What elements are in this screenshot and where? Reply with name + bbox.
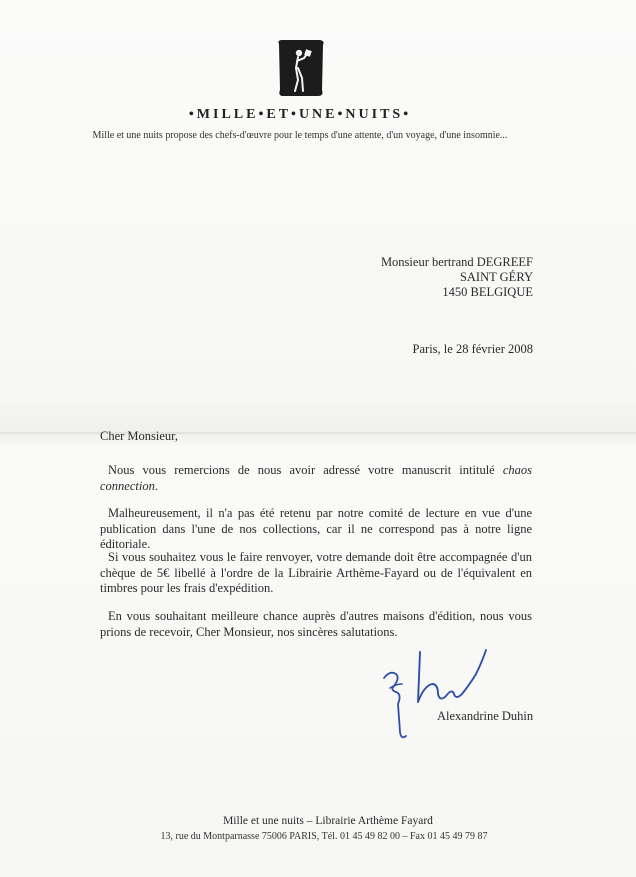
footer-address: 13, rue du Montparnasse 75006 PARIS, Tél. 01 45 49 82 00 – Fax 01 45 49 79 87 xyxy=(160,831,488,842)
paragraph-thanks-end: . xyxy=(154,478,158,493)
paper-fold-line xyxy=(0,432,636,434)
recipient-city: SAINT GÉRY xyxy=(459,270,533,284)
paragraph-thanks-text: Nous vous remercions de nous avoir adressé votre manuscrit intitulé xyxy=(108,463,503,477)
recipient-name: Monsieur bertrand DEGREEF xyxy=(380,255,533,269)
paragraph-closing: En vous souhaitant meilleure chance auprès d'autres maisons d'édition, nous vous prions de recevoir, Cher Monsieur, nos sincères salutations. xyxy=(100,609,532,639)
paragraph-return-conditions: Si vous souhaitez vous le faire renvoyer, votre demande doit être accompagnée d'un chèque de 5€ libellé à l'ordre de la Librairie Arthème-Fayard ou de l'équivalent en timbres pour les frais d'expédition. xyxy=(100,550,532,595)
signer-name: Alexandrine Duhin xyxy=(437,709,534,723)
recipient-postal: 1450 BELGIQUE xyxy=(442,285,533,299)
publisher-brand: •MILLE•ET•UNE•NUITS• xyxy=(188,107,412,122)
paragraph-rejection: Malheureusement, il n'a pas été retenu par notre comité de lecture en vue d'une publication dans l'une de nos collections, car il ne correspond pas à notre ligne éditoriale. xyxy=(100,506,532,551)
recipient-address xyxy=(381,255,533,300)
letter-date: Paris, le 28 février 2008 xyxy=(412,342,533,356)
paragraph-thanks xyxy=(100,463,532,494)
handwritten-signature xyxy=(380,644,510,744)
footer-publisher: Mille et une nuits – Librairie Arthème Fayard xyxy=(223,815,433,827)
publisher-tagline: Mille et une nuits propose des chefs-d'œuvre pour le temps d'une attente, d'un voyage, d'une insomnie... xyxy=(92,130,508,141)
reading-figure-logo-icon xyxy=(276,38,326,98)
salutation: Cher Monsieur, xyxy=(100,429,178,443)
manuscript-title: chaos connection xyxy=(100,463,532,493)
